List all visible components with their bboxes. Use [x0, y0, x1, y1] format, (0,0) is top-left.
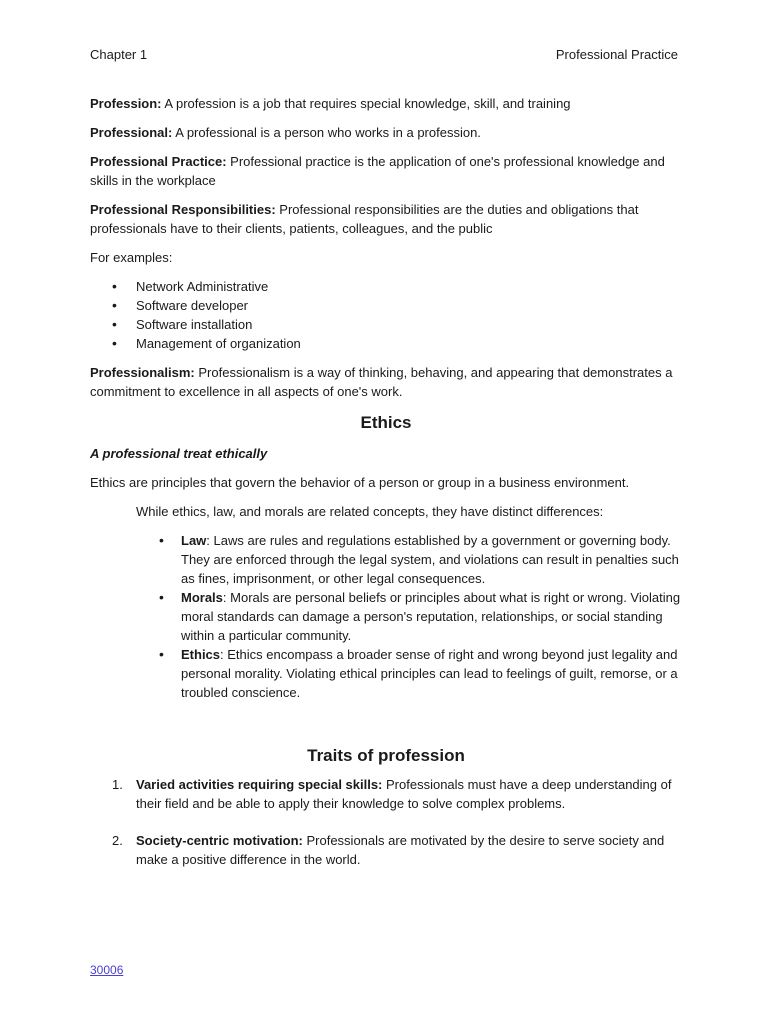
list-item: • Management of organization: [90, 334, 682, 353]
definition-term: Professionalism:: [90, 365, 195, 380]
ethics-subtitle: A professional treat ethically: [90, 446, 268, 461]
traits-heading: Traits of profession: [307, 746, 465, 765]
definition-term: Professional Practice:: [90, 154, 227, 169]
item-text: Professionals must have a deep understanding of their field and be able to apply their knowledge to solve complex problems.: [136, 777, 672, 811]
ethics-heading: Ethics: [360, 413, 412, 432]
item-text: Professionals are motivated by the desire to serve society and make a positive difference in the world.: [136, 833, 665, 867]
item-text: : Ethics encompass a broader sense of right and wrong beyond just legality and personal morality. Violating ethical principles can lead to feelings of guilt, remorse, or a troubled conscience.: [181, 647, 678, 700]
item-number: 2.: [112, 833, 123, 848]
item-term: Society-centric motivation:: [136, 833, 303, 848]
definition-professional-responsibilities: [90, 200, 682, 238]
definition-text: Professionalism is a way of thinking, behaving, and appearing that demonstrates a commitment to excellence in all aspects of one's work.: [90, 365, 673, 399]
definition-text: A profession is a job that requires special knowledge, skill, and training: [161, 96, 571, 111]
definition-profession: [90, 94, 682, 113]
header-title: Professional Practice: [555, 47, 678, 62]
header-chapter: Chapter 1: [90, 47, 148, 62]
list-item-trait-1: [90, 775, 682, 813]
document-body: [90, 94, 682, 887]
list-item: • Software installation: [90, 315, 682, 334]
definition-professionalism: [90, 363, 682, 401]
list-item: • Software developer: [90, 296, 682, 315]
ethics-intro: While ethics, law, and morals are related concepts, they have distinct differences:: [136, 504, 604, 519]
page-header: [90, 47, 678, 62]
definition-term: Profession:: [90, 96, 162, 111]
definition-text: Professional responsibilities are the duties and obligations that professionals have to their clients, patients, colleagues, and the public: [90, 202, 639, 236]
item-term: Ethics: [181, 647, 221, 662]
item-text: : Morals are personal beliefs or principles about what is right or wrong. Violating moral standards can damage a person's reputation, relationships, or social standing within a particular community.: [181, 590, 681, 643]
list-item-law: [136, 531, 682, 588]
traits-list: [90, 775, 682, 869]
item-number: 1.: [112, 777, 123, 792]
item-text: : Laws are rules and regulations established by a government or governing body. They are enforced through the legal system, and violations can result in penalties such as fines, imprisonment, or other legal consequences.: [181, 533, 679, 586]
definition-text: A professional is a person who works in a profession.: [172, 125, 481, 140]
ethics-definition: Ethics are principles that govern the behavior of a person or group in a business environment.: [90, 475, 630, 490]
list-item-trait-2: [90, 831, 682, 869]
definition-term: Professional:: [90, 125, 173, 140]
definition-professional: [90, 123, 682, 142]
footer-link[interactable]: 30006: [90, 963, 124, 977]
examples-intro: For examples:: [90, 250, 173, 265]
examples-list: [90, 277, 682, 353]
ethics-comparison-list: [90, 531, 682, 702]
list-item: • Network Administrative: [90, 277, 682, 296]
definition-text: Professional practice is the application of one's professional knowledge and skills in the workplace: [90, 154, 665, 188]
definition-professional-practice: [90, 152, 682, 190]
list-item-morals: [136, 588, 682, 645]
item-term: Morals: [181, 590, 223, 605]
item-term: Law: [181, 533, 207, 548]
item-term: Varied activities requiring special skills:: [136, 777, 383, 792]
definition-term: Professional Responsibilities:: [90, 202, 276, 217]
list-item-ethics: [136, 645, 682, 702]
